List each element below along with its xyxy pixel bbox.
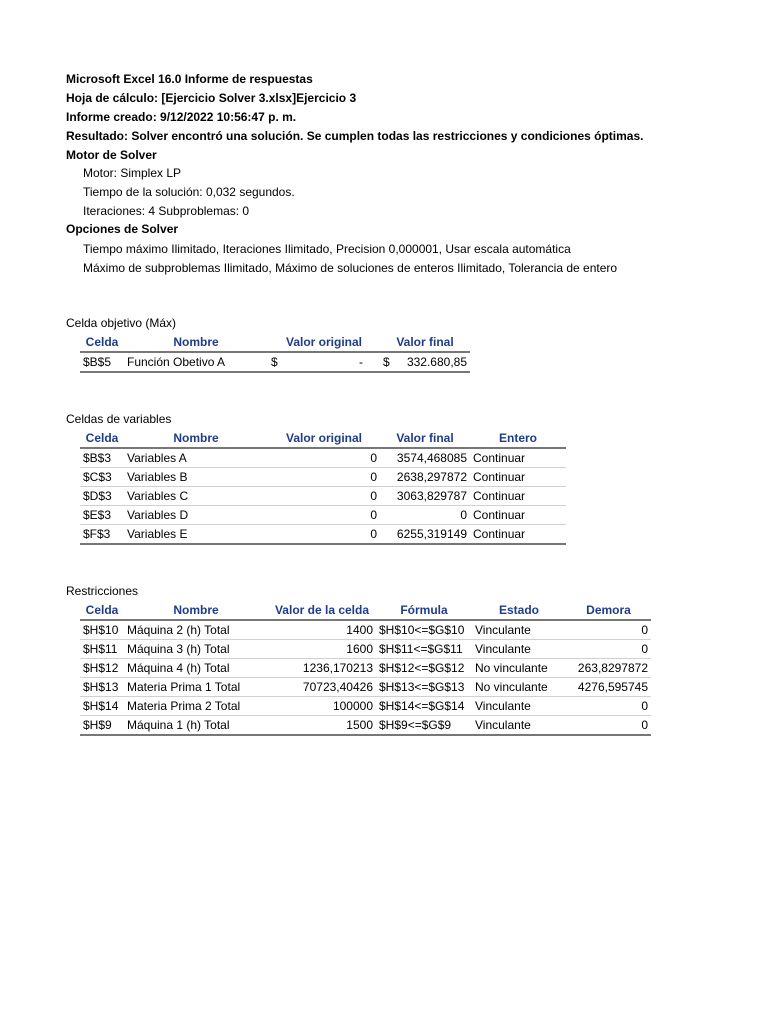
cell-integer: Continuar bbox=[470, 487, 566, 506]
cell-name: Máquina 4 (h) Total bbox=[124, 659, 268, 678]
constraints-table bbox=[80, 601, 651, 736]
original-value: - bbox=[359, 355, 363, 369]
cell-name: Variables A bbox=[124, 448, 268, 468]
table-row bbox=[80, 620, 651, 640]
col-header-cell: Celda bbox=[80, 601, 124, 620]
col-header-original: Valor original bbox=[268, 333, 380, 352]
cell-integer: Continuar bbox=[470, 525, 566, 545]
cell-original bbox=[268, 352, 380, 372]
col-header-final: Valor final bbox=[380, 429, 470, 448]
table-row bbox=[80, 716, 651, 736]
col-header-slack: Demora bbox=[566, 601, 651, 620]
cell-name: Máquina 3 (h) Total bbox=[124, 640, 268, 659]
cell-name: Materia Prima 1 Total bbox=[124, 678, 268, 697]
cell-status: Vinculante bbox=[472, 716, 566, 736]
options-line-1: Tiempo máximo Ilimitado, Iteraciones Ilimitado, Precision 0,000001, Usar escala automática bbox=[83, 242, 571, 256]
table-header-row bbox=[80, 333, 470, 352]
cell-original: 0 bbox=[268, 487, 380, 506]
cell-ref: $E$3 bbox=[80, 506, 124, 525]
cell-ref: $B$3 bbox=[80, 448, 124, 468]
table-row bbox=[80, 448, 566, 468]
cell-ref: $C$3 bbox=[80, 468, 124, 487]
cell-original: 0 bbox=[268, 506, 380, 525]
col-header-final: Valor final bbox=[380, 333, 470, 352]
table-header-row bbox=[80, 601, 651, 620]
variables-section-title: Celdas de variables bbox=[66, 412, 172, 426]
table-row bbox=[80, 487, 566, 506]
cell-ref: $H$12 bbox=[80, 659, 124, 678]
cell-name: Variables C bbox=[124, 487, 268, 506]
cell-value: 1400 bbox=[268, 620, 376, 640]
cell-final: 3063,829787 bbox=[380, 487, 470, 506]
currency-symbol: $ bbox=[271, 355, 278, 369]
variables-table bbox=[80, 429, 566, 545]
cell-formula: $H$13<=$G$13 bbox=[376, 678, 472, 697]
cell-ref: $B$5 bbox=[80, 352, 124, 372]
col-header-cell: Celda bbox=[80, 333, 124, 352]
cell-status: No vinculante bbox=[472, 678, 566, 697]
iterations-line: Iteraciones: 4 Subproblemas: 0 bbox=[83, 204, 250, 218]
cell-final: 0 bbox=[380, 506, 470, 525]
cell-slack: 4276,595745 bbox=[566, 678, 651, 697]
table-row bbox=[80, 640, 651, 659]
cell-slack: 0 bbox=[566, 697, 651, 716]
cell-formula: $H$9<=$G$9 bbox=[376, 716, 472, 736]
worksheet-line: Hoja de cálculo: [Ejercicio Solver 3.xlsx]Ejercicio 3 bbox=[66, 91, 357, 105]
options-heading: Opciones de Solver bbox=[66, 222, 179, 236]
table-row bbox=[80, 506, 566, 525]
cell-integer: Continuar bbox=[470, 506, 566, 525]
cell-status: Vinculante bbox=[472, 620, 566, 640]
table-row bbox=[80, 525, 566, 545]
col-header-original: Valor original bbox=[268, 429, 380, 448]
objective-section-title: Celda objetivo (Máx) bbox=[66, 316, 177, 330]
cell-value: 1600 bbox=[268, 640, 376, 659]
cell-name: Materia Prima 2 Total bbox=[124, 697, 268, 716]
table-row bbox=[80, 659, 651, 678]
table-row bbox=[80, 352, 470, 372]
cell-name: Variables D bbox=[124, 506, 268, 525]
col-header-cell-value: Valor de la celda bbox=[268, 601, 376, 620]
cell-integer: Continuar bbox=[470, 468, 566, 487]
cell-original: 0 bbox=[268, 525, 380, 545]
cell-value: 1236,170213 bbox=[268, 659, 376, 678]
table-header-row bbox=[80, 429, 566, 448]
cell-slack: 263,8297872 bbox=[566, 659, 651, 678]
cell-name: Variables E bbox=[124, 525, 268, 545]
cell-value: 70723,40426 bbox=[268, 678, 376, 697]
cell-ref: $H$11 bbox=[80, 640, 124, 659]
cell-formula: $H$11<=$G$11 bbox=[376, 640, 472, 659]
report-title: Microsoft Excel 16.0 Informe de respuestas bbox=[66, 72, 313, 86]
table-row bbox=[80, 678, 651, 697]
solution-time-line: Tiempo de la solución: 0,032 segundos. bbox=[83, 185, 295, 199]
cell-formula: $H$14<=$G$14 bbox=[376, 697, 472, 716]
cell-formula: $H$12<=$G$12 bbox=[376, 659, 472, 678]
options-line-2: Máximo de subproblemas Ilimitado, Máximo de soluciones de enteros Ilimitado, Tolerancia de entero bbox=[83, 261, 618, 275]
table-row bbox=[80, 468, 566, 487]
engine-heading: Motor de Solver bbox=[66, 148, 157, 162]
col-header-name: Nombre bbox=[124, 429, 268, 448]
cell-integer: Continuar bbox=[470, 448, 566, 468]
cell-status: Vinculante bbox=[472, 697, 566, 716]
col-header-formula: Fórmula bbox=[376, 601, 472, 620]
cell-value: 1500 bbox=[268, 716, 376, 736]
objective-table bbox=[80, 333, 470, 373]
cell-name: Máquina 1 (h) Total bbox=[124, 716, 268, 736]
cell-slack: 0 bbox=[566, 640, 651, 659]
cell-status: No vinculante bbox=[472, 659, 566, 678]
col-header-cell: Celda bbox=[80, 429, 124, 448]
created-line: Informe creado: 9/12/2022 10:56:47 p. m. bbox=[66, 110, 297, 124]
cell-ref: $H$14 bbox=[80, 697, 124, 716]
cell-formula: $H$10<=$G$10 bbox=[376, 620, 472, 640]
cell-value: 100000 bbox=[268, 697, 376, 716]
cell-ref: $H$10 bbox=[80, 620, 124, 640]
cell-slack: 0 bbox=[566, 716, 651, 736]
cell-ref: $H$9 bbox=[80, 716, 124, 736]
currency-symbol: $ bbox=[383, 355, 390, 369]
cell-final: 2638,297872 bbox=[380, 468, 470, 487]
cell-slack: 0 bbox=[566, 620, 651, 640]
cell-original: 0 bbox=[268, 468, 380, 487]
table-row bbox=[80, 697, 651, 716]
cell-final bbox=[380, 352, 470, 372]
cell-final: 3574,468085 bbox=[380, 448, 470, 468]
cell-status: Vinculante bbox=[472, 640, 566, 659]
cell-ref: $F$3 bbox=[80, 525, 124, 545]
final-value: 332.680,85 bbox=[406, 355, 467, 369]
engine-line: Motor: Simplex LP bbox=[83, 166, 182, 180]
result-line: Resultado: Solver encontró una solución. Se cumplen todas las restricciones y condiciones óptimas. bbox=[66, 129, 644, 143]
constraints-section-title: Restricciones bbox=[66, 584, 139, 598]
cell-name: Variables B bbox=[124, 468, 268, 487]
col-header-name: Nombre bbox=[124, 601, 268, 620]
col-header-name: Nombre bbox=[124, 333, 268, 352]
cell-name: Máquina 2 (h) Total bbox=[124, 620, 268, 640]
cell-final: 6255,319149 bbox=[380, 525, 470, 545]
cell-ref: $D$3 bbox=[80, 487, 124, 506]
cell-name: Función Obetivo A bbox=[124, 352, 268, 372]
cell-original: 0 bbox=[268, 448, 380, 468]
col-header-status: Estado bbox=[472, 601, 566, 620]
col-header-integer: Entero bbox=[470, 429, 566, 448]
cell-ref: $H$13 bbox=[80, 678, 124, 697]
